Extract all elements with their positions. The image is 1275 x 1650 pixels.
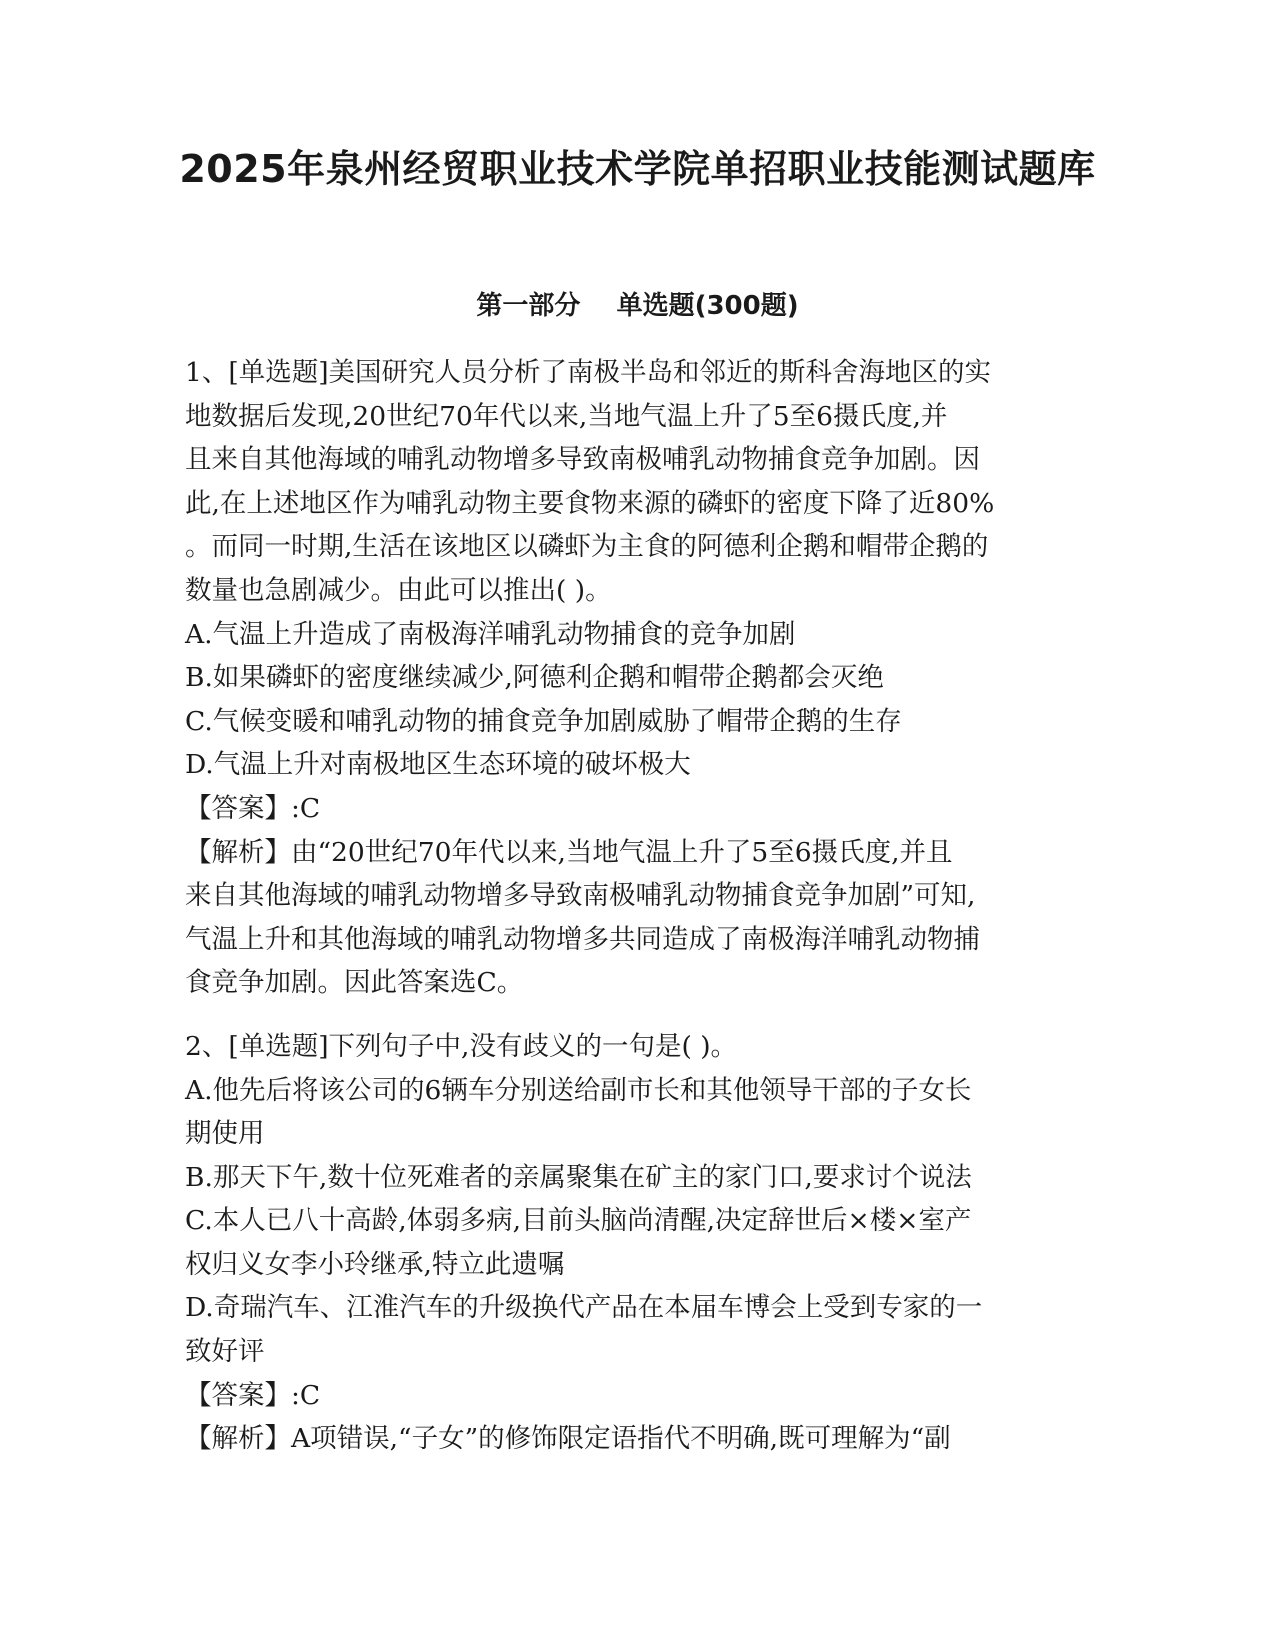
- question-text-line: 2、[单选题]下列句子中,没有歧义的一句是( )。: [185, 1030, 738, 1062]
- question-1-analysis: [185, 831, 1065, 1005]
- analysis-line: 【解析】A项错误,“子女”的修饰限定语指代不明确,既可理解为“副: [185, 1423, 951, 1455]
- question-1-options: [185, 613, 1065, 787]
- question-spacer: [185, 1005, 1065, 1025]
- document-title: 2025年泉州经贸职业技术学院单招职业技能测试题库: [179, 147, 1096, 191]
- answer-line: 【答案】:C: [185, 792, 321, 824]
- analysis-line: 食竞争加剧。因此答案选C。: [185, 967, 524, 999]
- question-2: [185, 1025, 1065, 1461]
- question-2-options: [185, 1069, 1065, 1374]
- answer-line: 【答案】:C: [185, 1379, 321, 1411]
- question-text-line: 地数据后发现,20世纪70年代以来,当地气温上升了5至6摄氏度,并: [185, 400, 948, 432]
- option-d: D.气温上升对南极地区生态环境的破坏极大: [185, 749, 691, 781]
- option-a-continued: 期使用: [185, 1118, 265, 1150]
- option-c: C.本人已八十高龄,体弱多病,目前头脑尚清醒,决定辞世后×楼×室产: [185, 1205, 972, 1237]
- option-d: D.奇瑞汽车、江淮汽车的升级换代产品在本届车博会上受到专家的一: [185, 1292, 983, 1324]
- document-body: [185, 351, 1065, 1461]
- analysis-line: 【解析】由“20世纪70年代以来,当地气温上升了5至6摄氏度,并且: [185, 836, 953, 868]
- option-c: C.气候变暖和哺乳动物的捕食竞争加剧威胁了帽带企鹅的生存: [185, 705, 902, 737]
- question-2-stem: [185, 1025, 1065, 1069]
- option-a: A.气温上升造成了南极海洋哺乳动物捕食的竞争加剧: [185, 618, 796, 650]
- question-text-line: 且来自其他海域的哺乳动物增多导致南极哺乳动物捕食竞争加剧。因: [185, 444, 980, 476]
- analysis-line: 气温上升和其他海域的哺乳动物增多共同造成了南极海洋哺乳动物捕: [185, 923, 980, 955]
- question-1-stem: [185, 351, 1065, 613]
- question-text-line: 。而同一时期,生活在该地区以磷虾为主食的阿德利企鹅和帽带企鹅的: [185, 531, 989, 563]
- question-text-line: 此,在上述地区作为哺乳动物主要食物来源的磷虾的密度下降了近80%: [185, 487, 995, 519]
- option-c-continued: 权归义女李小玲继承,特立此遗嘱: [185, 1248, 565, 1280]
- option-b: B.如果磷虾的密度继续减少,阿德利企鹅和帽带企鹅都会灭绝: [185, 662, 884, 694]
- question-text-line: 数量也急剧减少。由此可以推出( )。: [185, 574, 612, 606]
- question-2-analysis: [185, 1417, 1065, 1461]
- section-heading: 第一部分 单选题(300题): [476, 291, 799, 321]
- option-a: A.他先后将该公司的6辆车分别送给副市长和其他领导干部的子女长: [185, 1074, 972, 1106]
- question-text-line: 1、[单选题]美国研究人员分析了南极半岛和邻近的斯科舍海地区的实: [185, 357, 992, 388]
- option-d-continued: 致好评: [185, 1336, 265, 1368]
- question-1: [185, 351, 1065, 1005]
- option-b: B.那天下午,数十位死难者的亲属聚集在矿主的家门口,要求讨个说法: [185, 1161, 972, 1193]
- analysis-line: 来自其他海域的哺乳动物增多导致南极哺乳动物捕食竞争加剧”可知,: [185, 880, 976, 912]
